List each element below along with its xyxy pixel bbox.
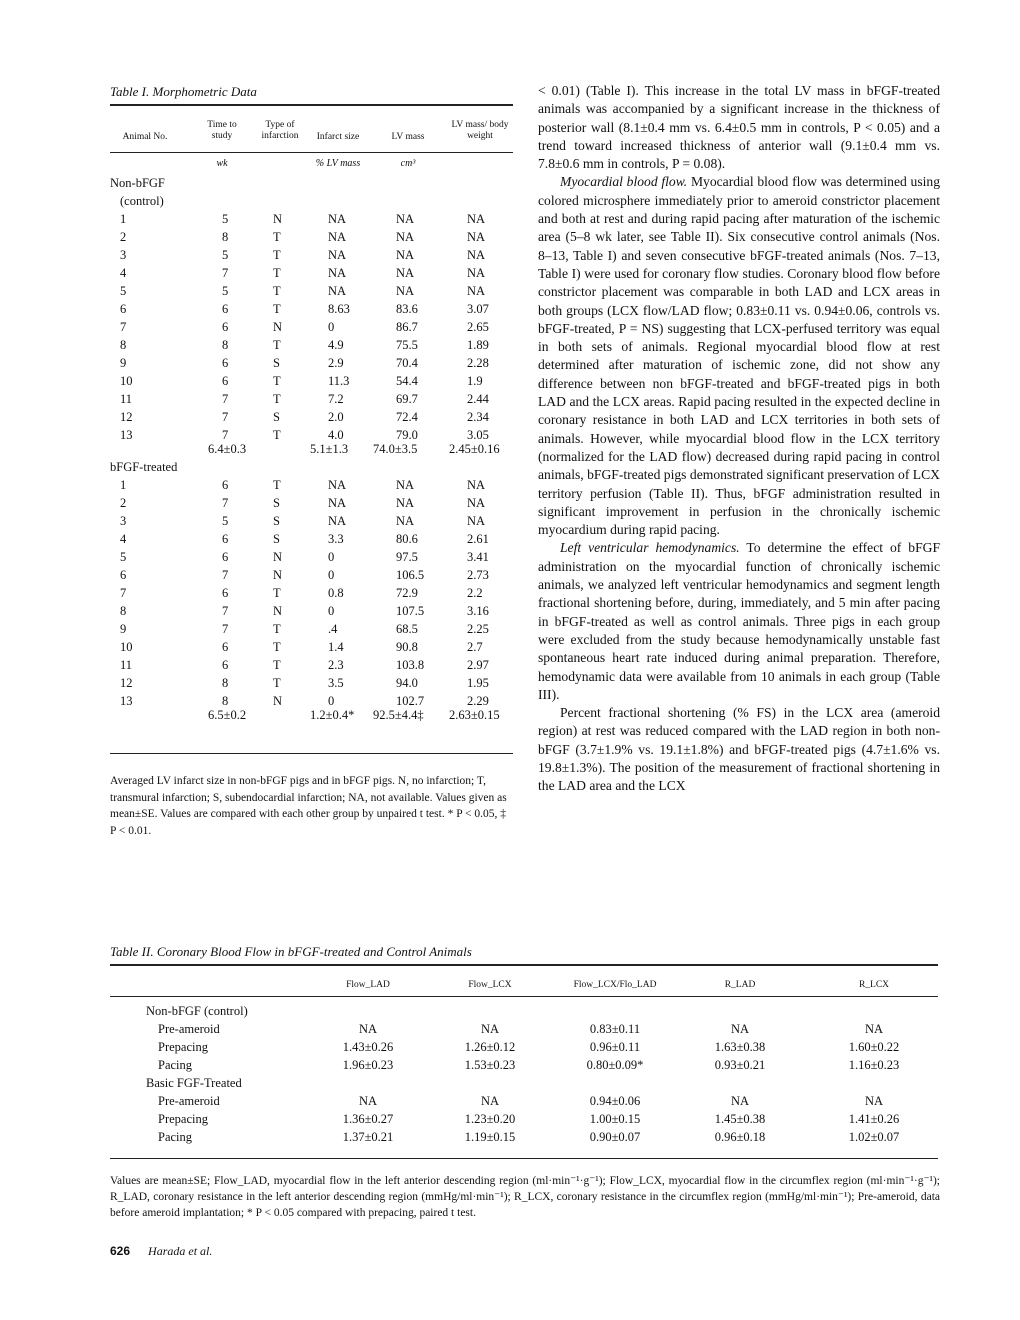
table-cell: 8 — [222, 338, 229, 352]
table-cell: 107.5 — [396, 604, 425, 618]
table-cell: 6 — [222, 586, 229, 600]
table-cell: 11.3 — [328, 374, 350, 388]
paragraph-3-text: To determine the effect of bFGF administration on the myocardial function of chronically ischemic animals, we analyzed left ventricular hemodynamics and segment length fractional shortening before, during, immediately, and 5 min after pacing in bFGF-treated as well as control animals. Three pigs in each group were excluded from the study because hemodynamically unstable fast spontaneous heart rate induced during animal preparation. Therefore, hemodynamic data were available from 10 animals in each group (Table III). — [538, 540, 941, 702]
table-row — [110, 1130, 938, 1148]
table-row — [110, 212, 513, 230]
table-row — [110, 1040, 938, 1058]
table-row — [110, 1112, 938, 1130]
table-cell: T — [273, 478, 281, 492]
table-cell: 94.0 — [396, 676, 418, 690]
table-cell: 79.0 — [396, 428, 418, 442]
t1-header-lvmass-bw: LV mass/ body weight — [451, 120, 509, 141]
t1-summary-value: 5.1±1.3 — [310, 442, 349, 456]
t2-header-flow-lad: Flow_LAD — [346, 980, 390, 990]
table-cell: N — [273, 604, 283, 618]
table-cell: 6 — [222, 356, 229, 370]
table-cell: 2.28 — [467, 356, 489, 370]
table-cell: 4.9 — [328, 338, 344, 352]
table-cell: T — [273, 676, 281, 690]
table2-caption: Table II. Coronary Blood Flow in bFGF-treated and Control Animals — [110, 944, 472, 959]
table-cell: 8 — [222, 230, 229, 244]
table-cell: 7 — [120, 320, 127, 334]
t1-unit-time: wk — [216, 158, 228, 169]
table-cell: 7 — [222, 604, 229, 618]
table-cell: S — [273, 496, 280, 510]
table-cell: N — [273, 568, 283, 582]
table-cell: NA — [467, 230, 486, 244]
table-cell: 8.63 — [328, 302, 350, 316]
table-cell: 0 — [328, 694, 335, 708]
table-cell: NA — [396, 248, 415, 262]
table-cell: 6 — [222, 302, 229, 316]
table-cell: NA — [467, 266, 486, 280]
table-cell: NA — [864, 1022, 884, 1036]
table-cell: 0.96±0.11 — [589, 1040, 641, 1054]
table-cell: NA — [396, 514, 415, 528]
table-cell: NA — [480, 1094, 500, 1108]
table-cell: NA — [328, 230, 347, 244]
t2-header-r-lad: R_LAD — [724, 980, 756, 990]
table-cell: 5 — [222, 212, 229, 226]
table1-header-rule — [110, 152, 513, 153]
table1-caption: Table I. Morphometric Data — [110, 84, 257, 99]
table-cell: 7 — [222, 428, 229, 442]
table-cell: 7 — [222, 392, 229, 406]
table-cell: 2.97 — [467, 658, 489, 672]
table-cell: 5 — [222, 248, 229, 262]
table-cell: 1 — [120, 478, 127, 492]
table-cell: N — [273, 694, 283, 708]
table-cell: NA — [396, 212, 415, 226]
table-cell: 0.83±0.11 — [589, 1022, 641, 1036]
table-cell: 1.43±0.26 — [342, 1040, 394, 1054]
table-cell: 72.4 — [396, 410, 418, 424]
table-cell: 69.7 — [396, 392, 418, 406]
row-label: Basic FGF-Treated — [146, 1076, 242, 1090]
running-author: Harada et al. — [148, 1244, 213, 1258]
table-row — [110, 676, 513, 694]
table-row — [110, 374, 513, 392]
table-cell: 10 — [120, 640, 133, 654]
table-cell: 0 — [328, 568, 335, 582]
table-row — [110, 1004, 938, 1022]
t1-header-infarct: Infarct size — [316, 132, 360, 142]
table-cell: 1.19±0.15 — [464, 1130, 516, 1144]
table-row — [110, 338, 513, 356]
table-cell: NA — [396, 266, 415, 280]
table-cell: NA — [396, 284, 415, 298]
table-cell: T — [273, 266, 281, 280]
table-cell: S — [273, 514, 280, 528]
table-cell: 80.6 — [396, 532, 418, 546]
table-cell: 7 — [222, 410, 229, 424]
table-row — [110, 1058, 938, 1076]
t1-summary-value: 2.63±0.15 — [449, 708, 500, 722]
t2-header-flow-lcx: Flow_LCX — [468, 980, 512, 990]
table-cell: 54.4 — [396, 374, 418, 388]
table-cell: 2.9 — [328, 356, 344, 370]
table-cell: 0 — [328, 604, 335, 618]
table-cell: 1.4 — [328, 640, 344, 654]
table-cell: T — [273, 622, 281, 636]
table-cell: 83.6 — [396, 302, 418, 316]
table-cell: 6 — [222, 478, 229, 492]
t1-header-lvmass: LV mass — [391, 132, 425, 142]
table-cell: 1.26±0.12 — [464, 1040, 516, 1054]
table-cell: 1.53±0.23 — [464, 1058, 516, 1072]
table-cell: 2.2 — [467, 586, 483, 600]
table-cell: 6 — [222, 658, 229, 672]
t2-header-r-lcx: R_LCX — [858, 980, 890, 990]
table-cell: 13 — [120, 428, 133, 442]
paragraph-4: Percent fractional shortening (% FS) in the LCX area (ameroid region) at rest was reduced compared with the LAD region in both non-bFGF (3.7±1.9% vs. 19.1±1.8%) and bFGF-treated pigs (4.7±1.6% vs. 19.8±1.3%). The position of the measurement of fractional shortening in the LAD area and the LCX — [538, 705, 940, 794]
table-row — [110, 658, 513, 676]
table-cell: 3.5 — [328, 676, 344, 690]
t1-summary-value: 1.2±0.4* — [310, 708, 355, 722]
table-cell: 70.4 — [396, 356, 418, 370]
table-cell: 1.89 — [467, 338, 489, 352]
table-cell: 3.07 — [467, 302, 489, 316]
heading-lv-hemodynamics: Left ventricular hemodynamics. — [560, 540, 740, 556]
table-cell: 1.45±0.38 — [714, 1112, 766, 1126]
table-cell: 1.16±0.23 — [848, 1058, 900, 1072]
table-cell: NA — [467, 478, 486, 492]
table-cell: 75.5 — [396, 338, 418, 352]
table-row — [110, 320, 513, 338]
table-cell: 7 — [222, 622, 229, 636]
paragraph-3 — [538, 539, 940, 704]
table-cell: 1.37±0.21 — [342, 1130, 394, 1144]
table-cell: 2.65 — [467, 320, 489, 334]
table-cell: NA — [467, 514, 486, 528]
table-row — [110, 514, 513, 532]
table-cell: NA — [730, 1094, 750, 1108]
table-cell: T — [273, 640, 281, 654]
table-cell: 90.8 — [396, 640, 418, 654]
table-cell: 2.34 — [467, 410, 489, 424]
table-cell: 5 — [222, 284, 229, 298]
table-cell: 102.7 — [396, 694, 425, 708]
t2-header-flow-ratio: Flow_LCX/Flo_LAD — [573, 980, 657, 990]
table-cell: .4 — [328, 622, 338, 636]
row-label: Pacing — [158, 1058, 193, 1072]
table-cell: 2.73 — [467, 568, 489, 582]
table-cell: 6 — [222, 320, 229, 334]
table-cell: 2.3 — [328, 658, 344, 672]
table-cell: 0.90±0.07 — [589, 1130, 641, 1144]
table-cell: 11 — [120, 392, 133, 406]
table-cell: 6 — [222, 374, 229, 388]
table-row — [110, 392, 513, 410]
t1-header-time: Time to study — [207, 120, 237, 141]
table-row — [110, 478, 513, 496]
table-cell: 5 — [120, 550, 127, 564]
table-cell: S — [273, 532, 280, 546]
table-row — [110, 622, 513, 640]
table-cell: 2 — [120, 496, 127, 510]
row-label: Prepacing — [158, 1112, 208, 1126]
table-cell: 68.5 — [396, 622, 418, 636]
table-cell: 1.9 — [467, 374, 483, 388]
table-row — [110, 230, 513, 248]
page-footer — [110, 1244, 212, 1259]
table-cell: NA — [328, 514, 347, 528]
table-row — [110, 532, 513, 550]
table-cell: 6 — [222, 532, 229, 546]
table-cell: 3.16 — [467, 604, 489, 618]
table-row — [110, 284, 513, 302]
table-row — [110, 1094, 938, 1112]
table-cell: 3 — [120, 514, 127, 528]
paragraph-2 — [538, 173, 940, 539]
table-cell: T — [273, 338, 281, 352]
t1-header-type: Type of infarction — [261, 120, 299, 141]
table-cell: 97.5 — [396, 550, 418, 564]
t1-group-label: bFGF-treated — [110, 460, 178, 474]
table-row — [110, 604, 513, 622]
table-cell: 5 — [120, 284, 127, 298]
table-cell: NA — [328, 478, 347, 492]
table-cell: 0 — [328, 550, 335, 564]
table-cell: 12 — [120, 676, 133, 690]
table-cell: NA — [730, 1022, 750, 1036]
table-row — [110, 568, 513, 586]
table-cell: N — [273, 550, 283, 564]
t1-summary-value: 6.5±0.2 — [208, 708, 247, 722]
table-cell: NA — [358, 1094, 378, 1108]
t1-summary-value: 92.5±4.4‡ — [373, 708, 424, 722]
t1-summary-value: 2.45±0.16 — [449, 442, 500, 456]
paragraph-1: < 0.01) (Table I). This increase in the total LV mass in bFGF-treated animals was accompanied by a significant increase in the thickness of posterior wall (8.1±0.4 mm vs. 6.4±0.5 mm in controls, P < 0.05) and a trend toward increased thickness of anterior wall (9.1±0.4 mm vs. 7.8±0.6 mm in controls, P = 0.08). — [538, 83, 940, 172]
table-row — [110, 1022, 938, 1040]
table-cell: 7 — [120, 586, 127, 600]
table-row — [110, 496, 513, 514]
table-cell: 2.25 — [467, 622, 489, 636]
table-cell: NA — [864, 1094, 884, 1108]
table-cell: 1.95 — [467, 676, 489, 690]
table-cell: 2 — [120, 230, 127, 244]
table-cell: 86.7 — [396, 320, 418, 334]
table-row — [110, 248, 513, 266]
table1-top-rule — [110, 104, 513, 106]
table-row — [110, 356, 513, 374]
table-cell: 4 — [120, 532, 127, 546]
t1-unit-infarct: % LV mass — [315, 158, 361, 169]
table-cell: NA — [480, 1022, 500, 1036]
table-cell: NA — [328, 248, 347, 262]
row-label: Prepacing — [158, 1040, 208, 1054]
page-number: 626 — [110, 1244, 131, 1258]
table-cell: T — [273, 428, 281, 442]
heading-myocardial-blood-flow: Myocardial blood flow. — [560, 174, 688, 190]
table-cell: 2.0 — [328, 410, 344, 424]
t1-group-sublabel: (control) — [120, 194, 164, 208]
table-cell: 0.93±0.21 — [714, 1058, 766, 1072]
table-cell: NA — [328, 284, 347, 298]
row-label: Pacing — [158, 1130, 193, 1144]
table-cell: NA — [328, 212, 347, 226]
table-cell: 7 — [222, 568, 229, 582]
table-cell: 2.61 — [467, 532, 489, 546]
table-cell: 3.3 — [328, 532, 344, 546]
table-cell: 1 — [120, 212, 127, 226]
table-cell: NA — [467, 212, 486, 226]
table-cell: 1.36±0.27 — [342, 1112, 394, 1126]
table-cell: 6 — [222, 640, 229, 654]
body-text-column — [538, 82, 940, 796]
table-cell: 8 — [120, 604, 127, 618]
table-cell: 5 — [222, 514, 229, 528]
table-cell: 1.00±0.15 — [589, 1112, 641, 1126]
table1-footnote: Averaged LV infarct size in non-bFGF pigs and in bFGF pigs. N, no infarction; T, transmural infarction; S, subendocardial infarction; NA, not available. Values given as mean±SE. Values are compared with each other group by unpaired t test. * P < 0.05, ‡ P < 0.01. — [110, 775, 507, 837]
table-cell: 6 — [222, 550, 229, 564]
table-cell: T — [273, 658, 281, 672]
table-cell: 7 — [222, 496, 229, 510]
table-cell: 6 — [120, 302, 127, 316]
t1-summary-value: 6.4±0.3 — [208, 442, 247, 456]
table2-bottom-rule — [110, 1158, 938, 1159]
table-cell: 12 — [120, 410, 133, 424]
table-cell: 106.5 — [396, 568, 425, 582]
table-row — [110, 640, 513, 658]
table-cell: NA — [396, 496, 415, 510]
table-cell: T — [273, 230, 281, 244]
table-cell: T — [273, 374, 281, 388]
table-cell: N — [273, 320, 283, 334]
table-cell: 0 — [328, 320, 335, 334]
table-cell: 1.96±0.23 — [342, 1058, 394, 1072]
table-cell: 13 — [120, 694, 133, 708]
table-cell: 1.02±0.07 — [848, 1130, 900, 1144]
table-row — [110, 266, 513, 284]
table-cell: 6 — [120, 568, 127, 582]
table-cell: T — [273, 302, 281, 316]
table-row — [110, 550, 513, 568]
table-cell: 9 — [120, 356, 127, 370]
table-cell: NA — [328, 266, 347, 280]
table-cell: 10 — [120, 374, 133, 388]
table-cell: NA — [467, 248, 486, 262]
paragraph-2-text: Myocardial blood flow was determined using colored microsphere immediately prior to ameroid constrictor placement and both at rest and during rapid pacing after maturation of the ischemic area (5–8 wk later, see Table II). Six consecutive control animals (Nos. 8–13, Table I) and seven consecutive bFGF-treated animals (Nos. 7–13, Table I) were used for coronary flow studies. Coronary blood flow before constrictor placement was comparable in both LAD and LCX areas in both groups (LCX flow/LAD flow; 0.83±0.11 vs. 0.94±0.06, controls vs. bFGF-treated, P = NS) suggesting that LCX-perfused territory was equal in both sets of animals. Regional myocardial blood flow at rest determined after maturation of ischemic zone, did not show any difference between non bFGF-treated and bFGF-treated pigs in both LAD and the LCX areas. Rapid pacing resulted in the expected decline in coronary resistance in both LAD and LCX territories in both sets of animals. However, while myocardial blood flow in the LCX territory (normalized for the LAD flow) decreased during rapid pacing in control animals, bFGF-treated pigs demonstrated significant preservation of LCX territory perfusion (Table II). Thus, bFGF administration resulted in significant improvement in perfusion in the chronically ischemic myocardium during rapid pacing. — [538, 174, 940, 538]
table-cell: 0.96±0.18 — [714, 1130, 766, 1144]
table-row — [110, 302, 513, 320]
table-cell: T — [273, 248, 281, 262]
table-cell: NA — [396, 478, 415, 492]
table2-footnote: Values are mean±SE; Flow_LAD, myocardial flow in the left anterior descending region (ml·min⁻¹·g⁻¹); Flow_LCX, myocardial flow in the circumflex region (ml·min⁻¹·g⁻¹); R_LAD, coronary resistance in the left anterior descending region (mmHg/ml·min⁻¹); R_LCX, coronary resistance in the circumflex region (mmHg/ml·min⁻¹); Pre-ameroid, data before ameroid implantation; * P < 0.05 compared with prepacing, paired t test. — [110, 1175, 940, 1219]
table-cell: 8 — [222, 676, 229, 690]
table1-bottom-rule — [110, 753, 513, 754]
table-cell: 11 — [120, 658, 133, 672]
table-cell: 2.29 — [467, 694, 489, 708]
table2-header-rule — [110, 996, 938, 997]
table-cell: 3.41 — [467, 550, 489, 564]
table-cell: 4.0 — [328, 428, 344, 442]
table-cell: 3 — [120, 248, 127, 262]
table-cell: 1.23±0.20 — [464, 1112, 516, 1126]
table-cell: NA — [328, 496, 347, 510]
t1-summary-value: 74.0±3.5 — [373, 442, 418, 456]
t1-unit-lvmass: cm³ — [400, 158, 416, 169]
row-label: Non-bFGF (control) — [146, 1004, 248, 1018]
table-cell: 0.94±0.06 — [589, 1094, 641, 1108]
table-cell: NA — [467, 496, 486, 510]
table-cell: 0.8 — [328, 586, 344, 600]
table-cell: 103.8 — [396, 658, 425, 672]
table-cell: NA — [467, 284, 486, 298]
table-cell: 72.9 — [396, 586, 418, 600]
t1-header-animal: Animal No. — [122, 132, 168, 142]
table-cell: S — [273, 356, 280, 370]
table-cell: 0.80±0.09* — [586, 1058, 644, 1072]
table-cell: 4 — [120, 266, 127, 280]
table-cell: T — [273, 392, 281, 406]
table-cell: 3.05 — [467, 428, 489, 442]
table-cell: 2.7 — [467, 640, 483, 654]
table-cell: T — [273, 586, 281, 600]
table-cell: 7.2 — [328, 392, 344, 406]
table-cell: 7 — [222, 266, 229, 280]
table-cell: 2.44 — [467, 392, 489, 406]
table-cell: 8 — [120, 338, 127, 352]
table-cell: S — [273, 410, 280, 424]
table-cell: NA — [358, 1022, 378, 1036]
table-cell: 9 — [120, 622, 127, 636]
table-cell: T — [273, 284, 281, 298]
row-label: Pre-ameroid — [158, 1094, 220, 1108]
table-cell: 1.60±0.22 — [848, 1040, 900, 1054]
t1-group-label: Non-bFGF — [110, 176, 165, 190]
table2-top-rule — [110, 964, 938, 966]
table-row — [110, 410, 513, 428]
table-cell: 8 — [222, 694, 229, 708]
table-cell: NA — [396, 230, 415, 244]
row-label: Pre-ameroid — [158, 1022, 220, 1036]
table-row — [110, 1076, 938, 1094]
table-row — [110, 586, 513, 604]
table-cell: 1.63±0.38 — [714, 1040, 766, 1054]
table-cell: 1.41±0.26 — [848, 1112, 900, 1126]
table-cell: N — [273, 212, 283, 226]
